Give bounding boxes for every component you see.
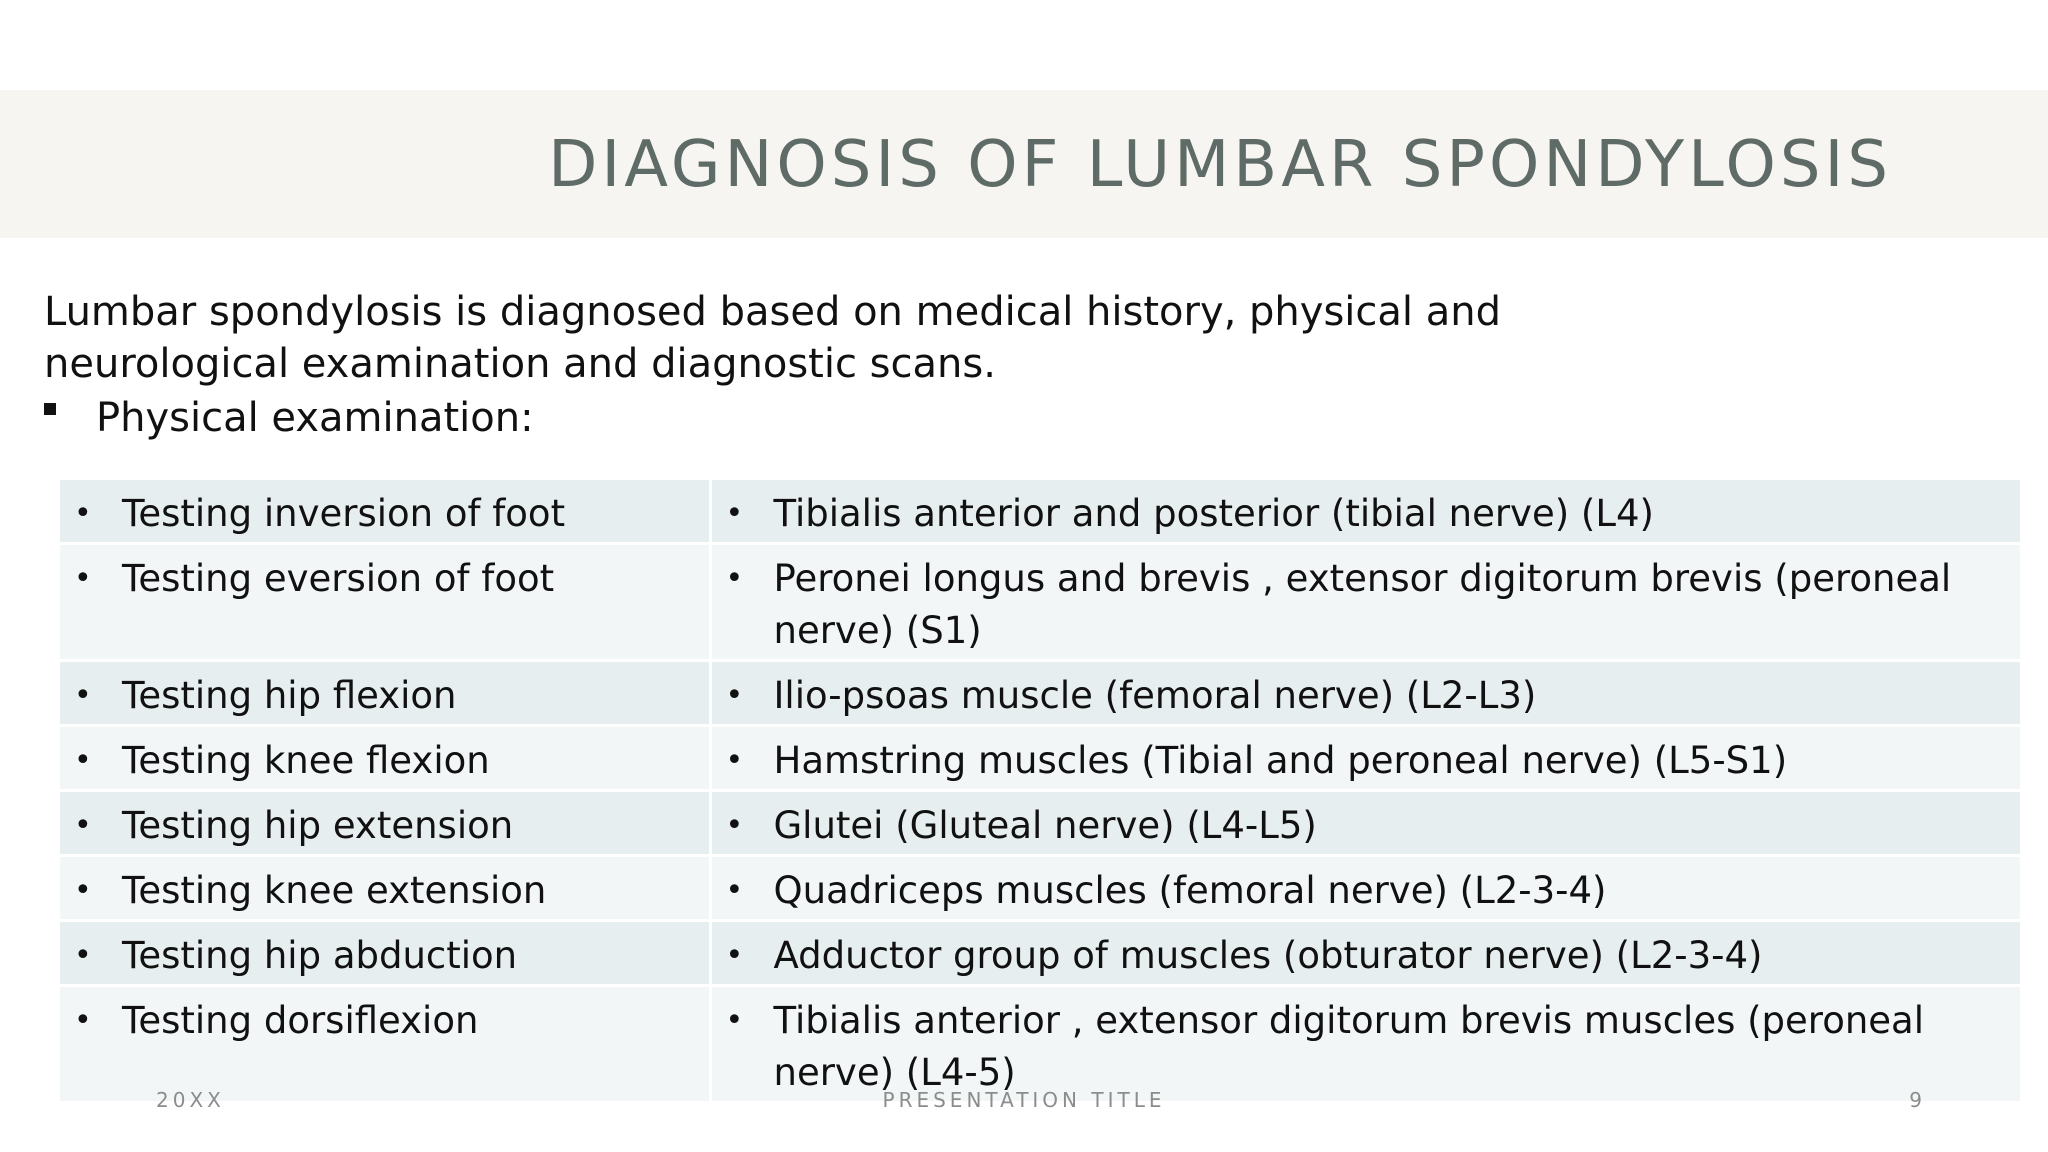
muscle-nerve-cell: • Adductor group of muscles (obturator nerve) (L2-3-4) (710, 921, 2020, 986)
square-bullet-icon (44, 403, 56, 415)
table-row (60, 986, 2020, 1103)
table-row (60, 726, 2020, 791)
muscle-nerve-cell: • Ilio-psoas muscle (femoral nerve) (L2-L3) (710, 661, 2020, 726)
physical-exam-bullet (44, 392, 534, 444)
slide-title: DIAGNOSIS OF LUMBAR SPONDYLOSIS (548, 128, 1892, 202)
test-cell: • Testing dorsiflexion (60, 986, 710, 1103)
table-row (60, 791, 2020, 856)
muscle-nerve-cell: • Quadriceps muscles (femoral nerve) (L2-3-4) (710, 856, 2020, 921)
table-row (60, 856, 2020, 921)
muscle-nerve-cell: • Peronei longus and brevis , extensor digitorum brevis (peroneal nerve) (S1) (710, 544, 2020, 661)
physical-exam-label: Physical examination: (96, 395, 534, 441)
muscle-nerve-cell: • Tibialis anterior , extensor digitorum brevis muscles (peroneal nerve) (L4-5) (710, 986, 2020, 1103)
physical-exam-table (60, 480, 2020, 1104)
footer-date: 20XX (156, 1088, 225, 1112)
test-cell: • Testing eversion of foot (60, 544, 710, 661)
table-row (60, 661, 2020, 726)
test-cell: • Testing hip extension (60, 791, 710, 856)
muscle-nerve-cell: • Tibialis anterior and posterior (tibial nerve) (L4) (710, 480, 2020, 544)
muscle-nerve-cell: • Glutei (Gluteal nerve) (L4-L5) (710, 791, 2020, 856)
test-cell: • Testing knee flexion (60, 726, 710, 791)
footer-presentation-title: PRESENTATION TITLE (882, 1088, 1166, 1112)
table-row (60, 544, 2020, 661)
footer-page-number: 9 (1909, 1088, 1922, 1112)
table-row (60, 480, 2020, 544)
test-cell: • Testing inversion of foot (60, 480, 710, 544)
table-row (60, 921, 2020, 986)
test-cell: • Testing hip flexion (60, 661, 710, 726)
muscle-nerve-cell: • Hamstring muscles (Tibial and peroneal nerve) (L5-S1) (710, 726, 2020, 791)
intro-paragraph: Lumbar spondylosis is diagnosed based on medical history, physical and neurological examination and diagnostic scans. (44, 289, 1501, 387)
test-cell: • Testing hip abduction (60, 921, 710, 986)
test-cell: • Testing knee extension (60, 856, 710, 921)
